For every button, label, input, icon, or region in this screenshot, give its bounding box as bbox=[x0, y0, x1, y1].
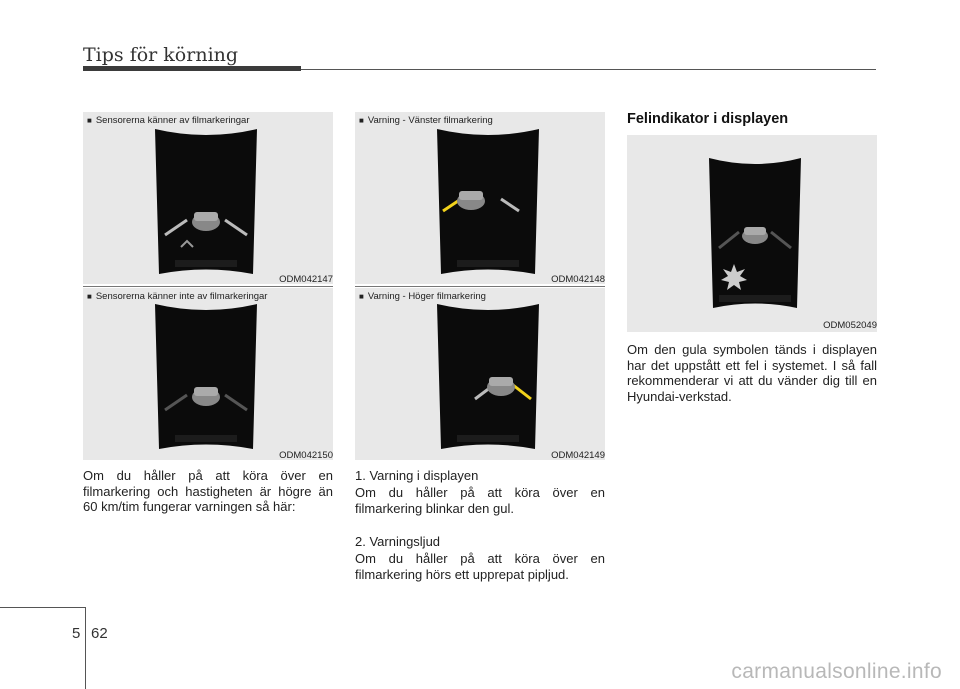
cluster-display-illustration bbox=[437, 302, 539, 449]
figure-caption: Sensorerna känner inte av filmarkeringar bbox=[95, 291, 268, 302]
body-text: Om du håller på att köra över en filmarkering blinkar den gul. bbox=[355, 485, 605, 516]
cluster-display-illustration bbox=[155, 127, 257, 274]
figure-caption: Varning - Vänster filmarkering bbox=[367, 115, 493, 126]
figure-panel-warning-left bbox=[355, 112, 605, 284]
header-bar bbox=[83, 66, 301, 71]
square-bullet-icon: ■ bbox=[87, 116, 92, 125]
figure-caption: Varning - Höger filmarkering bbox=[367, 291, 486, 302]
figure-code: ODM042149 bbox=[551, 450, 605, 461]
footer-divider bbox=[85, 607, 86, 689]
figure-divider bbox=[83, 286, 333, 287]
cluster-display-illustration bbox=[437, 127, 539, 274]
body-text: Om du håller på att köra över en filmarkering och hastigheten är högre än 60 km/tim fungerar varningen så här: bbox=[83, 468, 333, 514]
figure-panel-lanes-detected bbox=[83, 112, 333, 284]
figure-panel-malfunction bbox=[627, 135, 877, 332]
figure-caption: Sensorerna känner av filmarkeringar bbox=[95, 115, 250, 126]
body-text: Om du håller på att köra över en filmarkering hörs ett upprepat pipljud. bbox=[355, 551, 605, 582]
square-bullet-icon: ■ bbox=[87, 292, 92, 301]
cluster-display-illustration bbox=[709, 156, 801, 308]
figure-code: ODM042148 bbox=[551, 274, 605, 285]
square-bullet-icon: ■ bbox=[359, 116, 364, 125]
body-text: Om den gula symbolen tänds i displayen har det uppstått ett fel i systemet. I så fall rekommenderar vi att du vänder dig till en Hyundai-verkstad. bbox=[627, 342, 877, 404]
figure-code: ODM042147 bbox=[279, 274, 333, 285]
figure-code: ODM042150 bbox=[279, 450, 333, 461]
figure-panel-lanes-not-detected bbox=[83, 288, 333, 460]
header-rule bbox=[301, 69, 876, 70]
cluster-display-illustration bbox=[155, 302, 257, 449]
section-heading: Felindikator i displayen bbox=[627, 111, 789, 127]
figure-panel-warning-right bbox=[355, 288, 605, 460]
list-item-label: 2. Varningsljud bbox=[355, 534, 441, 549]
page-header-title: Tips för körning bbox=[83, 44, 239, 66]
page-number: 62 bbox=[91, 625, 108, 642]
figure-code: ODM052049 bbox=[823, 320, 877, 331]
figure-divider bbox=[355, 286, 605, 287]
chapter-number: 5 bbox=[72, 625, 81, 642]
watermark: carmanualsonline.info bbox=[731, 660, 942, 683]
square-bullet-icon: ■ bbox=[359, 292, 364, 301]
footer-rule bbox=[0, 607, 85, 608]
list-item-label: 1. Varning i displayen bbox=[355, 468, 479, 483]
